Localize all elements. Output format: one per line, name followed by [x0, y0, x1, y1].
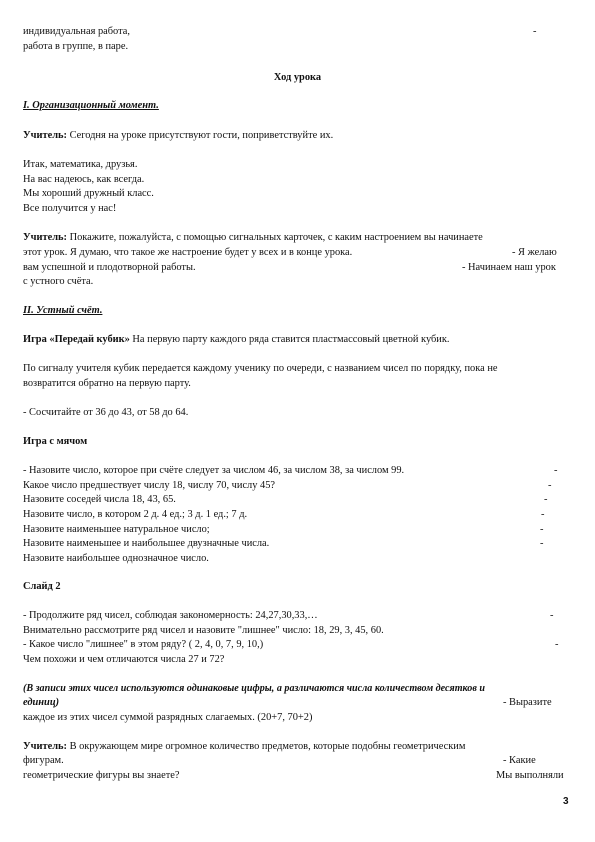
teacher-line: [23, 231, 483, 244]
text-line: По сигналу учителя кубик передается каждому ученику по очереди, с названием чисел по порядку, пока не: [23, 363, 498, 374]
poem-line: Все получится у нас!: [23, 203, 117, 214]
text-right: - Выразите: [503, 697, 552, 708]
dash-mark: -: [540, 538, 544, 549]
dash-mark: -: [541, 509, 545, 520]
note-line: (В записи этих чисел используются одинаковые цифры, а различаются числа количеством десятков и: [23, 683, 485, 694]
text-line: геометрические фигуры вы знаете?: [23, 770, 180, 781]
question-line: Назовите наименьшее натуральное число;: [23, 524, 210, 535]
question-line: Назовите наименьшее и наибольшее двузначные числа.: [23, 538, 270, 549]
slide-line: - Какое число "лишнее" в этом ряду? ( 2, 4, 0, 7, 9, 10,): [23, 639, 264, 650]
slide-line: Внимательно рассмотрите ряд чисел и назовите "лишнее" число: 18, 29, 3, 45, 60.: [23, 625, 384, 636]
text-line: возвратится обратно на первую парту.: [23, 378, 191, 389]
slide-line: Чем похожи и чем отличаются числа 27 и 72?: [23, 654, 225, 665]
poem-line: На вас надеюсь, как всегда.: [23, 174, 145, 185]
question-line: Какое число предшествует числу 18, числу 70, числу 45?: [23, 480, 276, 491]
page-number: 3: [563, 796, 569, 807]
text-line: каждое из этих чисел суммой разрядных слагаемых. (20+7, 70+2): [23, 712, 313, 723]
teacher-line: [23, 129, 333, 142]
game-line: [23, 333, 450, 346]
teacher-label: Учитель:: [23, 741, 67, 752]
slide-label: Слайд 2: [23, 581, 61, 592]
teacher-label: Учитель:: [23, 232, 67, 243]
text-line: с устного счёта.: [23, 276, 94, 287]
text-line: работа в группе, в паре.: [23, 41, 129, 52]
game-label: Игра с мячом: [23, 436, 88, 447]
text-right: - Я желаю: [512, 247, 557, 258]
dash-mark: -: [548, 480, 552, 491]
text-line: вам успешной и плодотворной работы.: [23, 262, 196, 273]
teacher-text: Покажите, пожалуйста, с помощью сигнальных карточек, с каким настроением вы начинаете: [66, 232, 483, 243]
question-line: Назовите соседей числа 18, 43, 65.: [23, 494, 176, 505]
slide-line: - Продолжите ряд чисел, соблюдая закономерность: 24,27,30,33,…: [23, 610, 318, 621]
text-right: Мы выполняли: [496, 770, 564, 781]
question-line: Назовите число, в котором 2 д. 4 ед.; 3 д. 1 ед.; 7 д.: [23, 509, 248, 520]
dash-mark: -: [554, 465, 558, 476]
teacher-text: Сегодня на уроке присутствуют гости, поприветствуйте их.: [66, 130, 334, 141]
question-line: - Назовите число, которое при счёте следует за числом 46, за числом 38, за числом 99.: [23, 465, 405, 476]
game-text: На первую парту каждого ряда ставится пластмассовый цветной кубик.: [129, 334, 450, 345]
dash-mark: -: [533, 26, 537, 37]
dash-mark: -: [555, 639, 559, 650]
section-heading: II. Устный счёт.: [23, 305, 103, 316]
text-right: - Какие: [503, 755, 536, 766]
text-line: этот урок. Я думаю, что такое же настроение будет у всех и в конце урока.: [23, 247, 353, 258]
text-line: индивидуальная работа,: [23, 26, 130, 37]
dash-mark: -: [540, 524, 544, 535]
text-right: - Начинаем наш урок: [462, 262, 556, 273]
text-line: фигурам.: [23, 755, 64, 766]
teacher-line: [23, 740, 465, 753]
text-line: - Сосчитайте от 36 до 43, от 58 до 64.: [23, 407, 189, 418]
section-title: Ход урока: [273, 72, 322, 83]
poem-line: Мы хороший дружный класс.: [23, 188, 154, 199]
game-label: Игра «Передай кубик»: [23, 334, 130, 345]
question-line: Назовите наибольшее однозначное число.: [23, 553, 209, 564]
poem-line: Итак, математика, друзья.: [23, 159, 138, 170]
note-line: единиц): [23, 697, 60, 708]
teacher-label: Учитель:: [23, 130, 67, 141]
section-heading: I. Организационный момент.: [23, 100, 159, 111]
dash-mark: -: [550, 610, 554, 621]
dash-mark: -: [544, 494, 548, 505]
teacher-text: В окружающем мире огромное количество предметов, которые подобны геометрическим: [66, 741, 466, 752]
